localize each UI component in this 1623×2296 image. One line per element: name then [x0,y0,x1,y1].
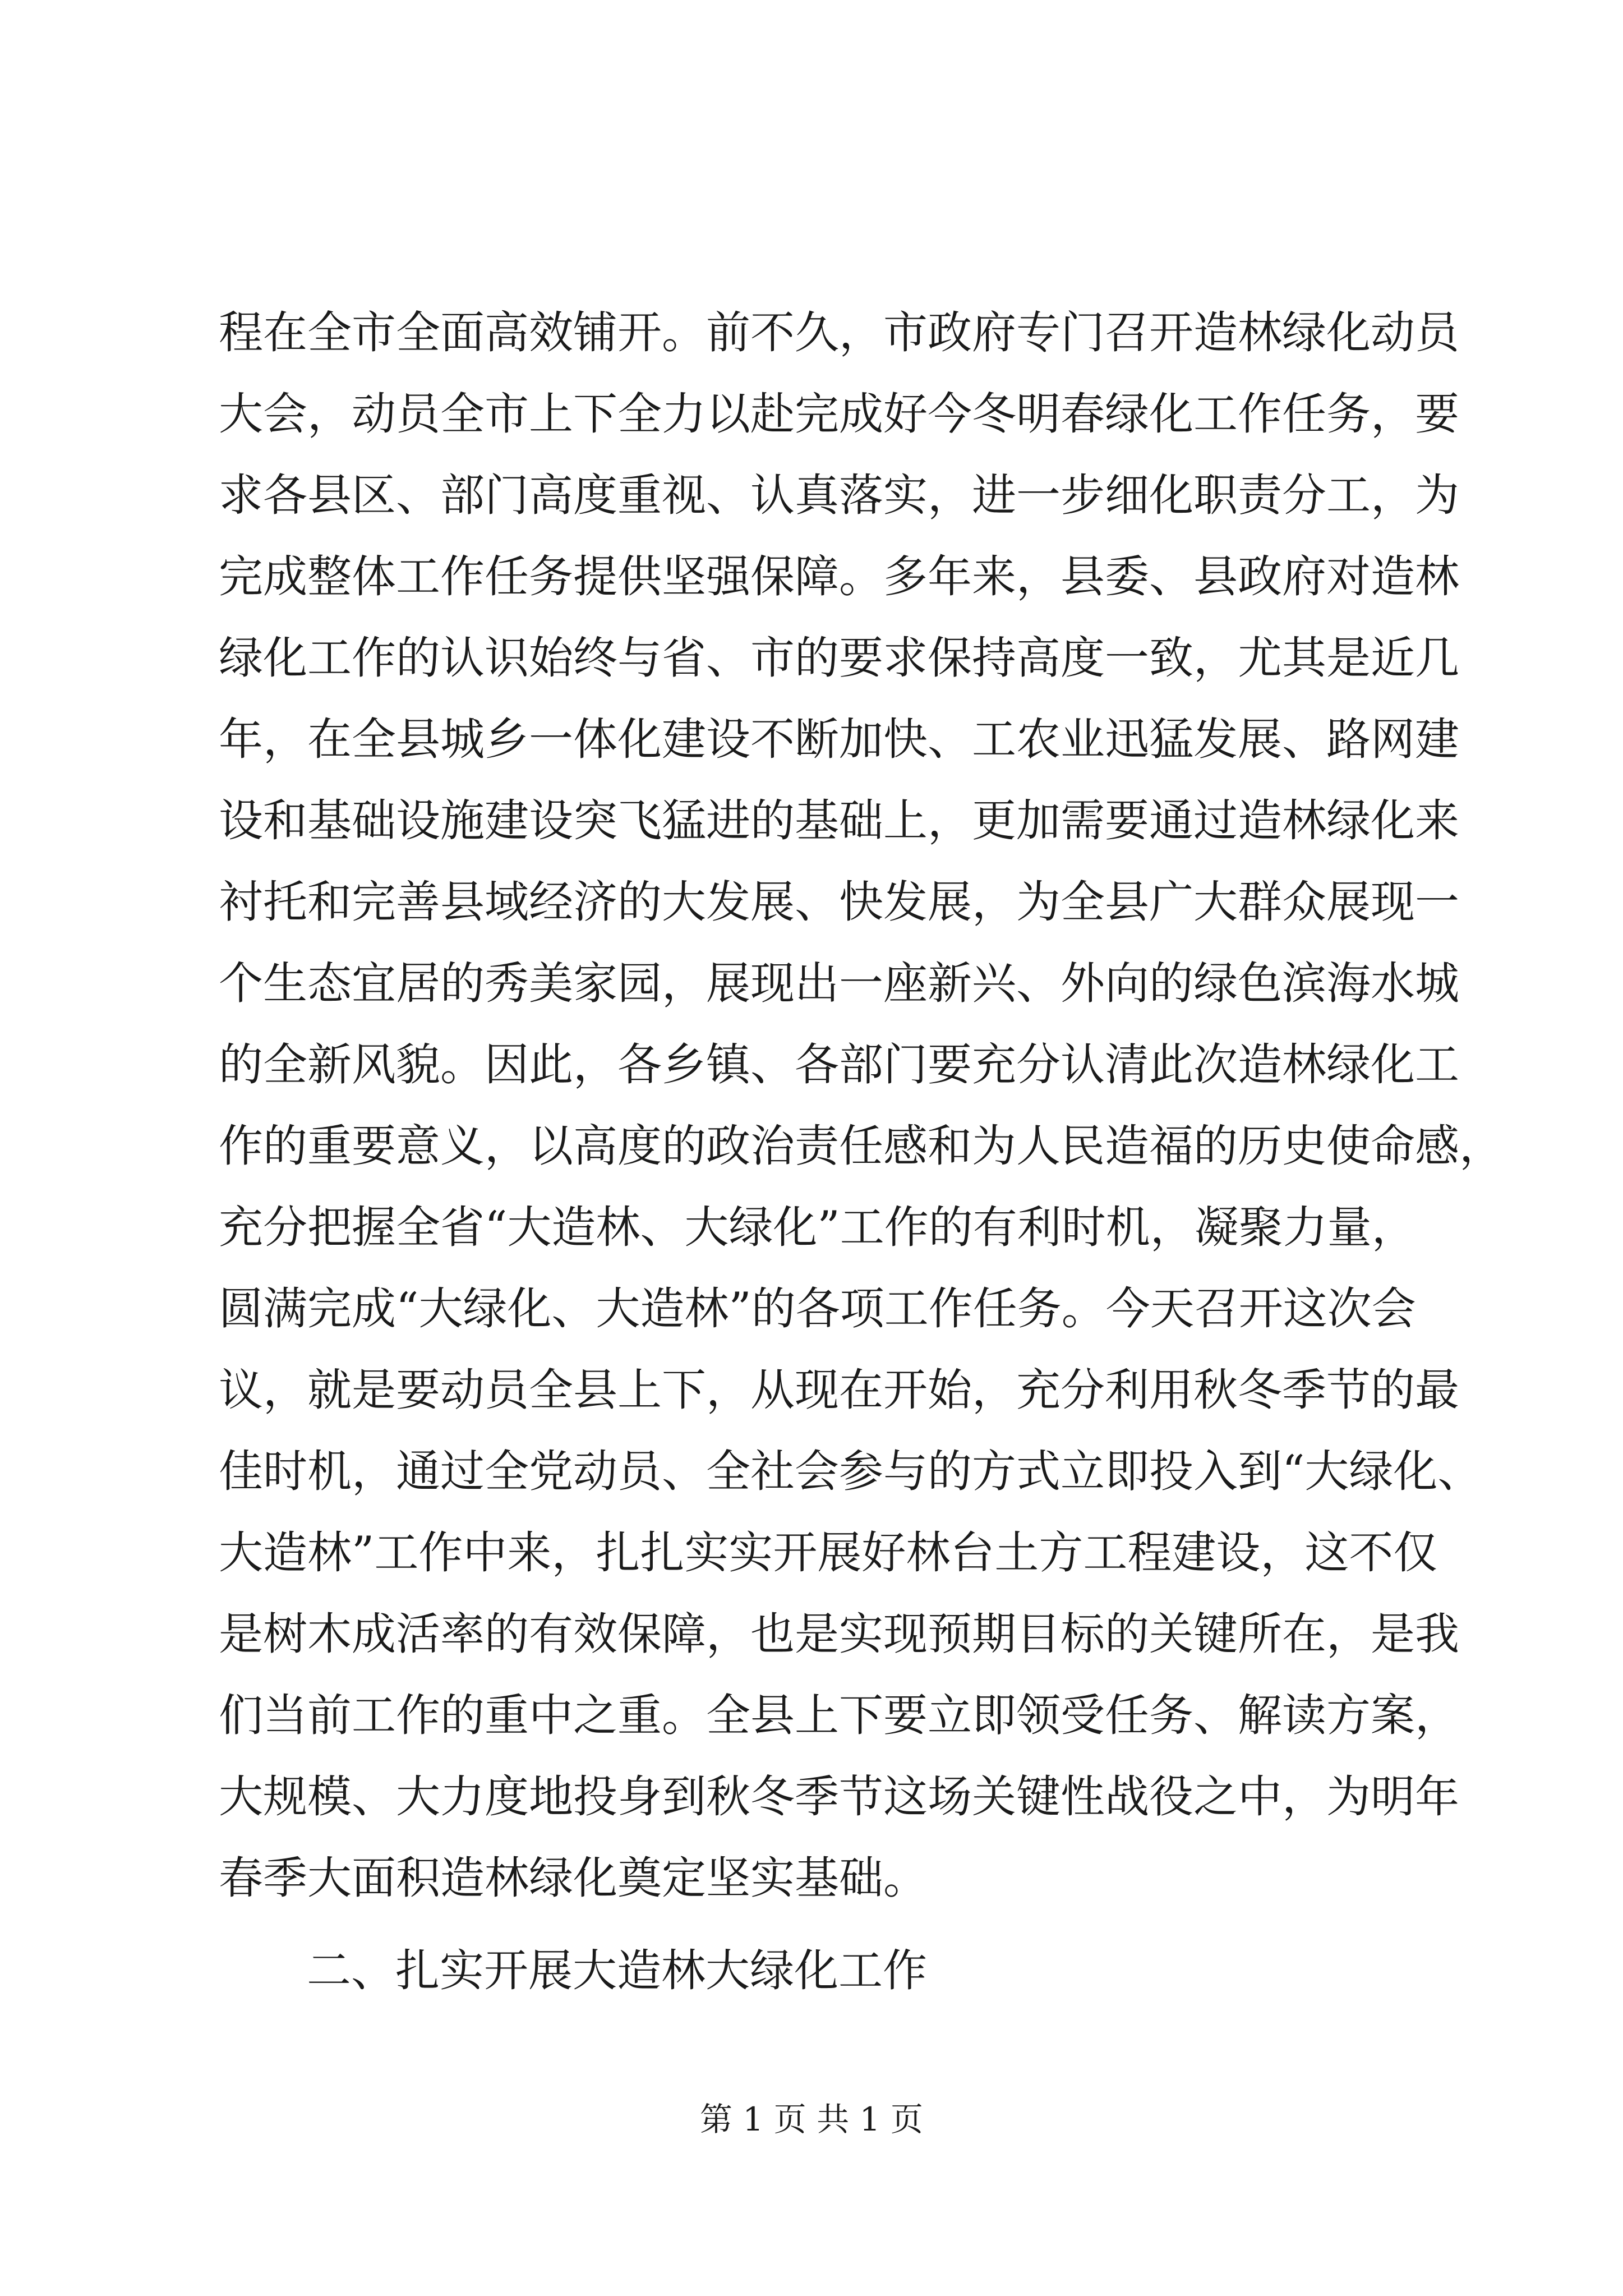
paragraph-line: 大规模、大力度地投身到秋冬季节这场关键性战役之中，为明年 [219,1771,1459,1823]
paragraph-line: 佳时机，通过全党动员、全社会参与的方式立即投入到“大绿化、 [219,1446,1482,1497]
paragraph-line: 求各县区、部门高度重视、认真落实，进一步细化职责分工，为 [219,470,1459,521]
paragraph-line: 作的重要意义，以高度的政治责任感和为人民造福的历史使命感， [219,1120,1504,1172]
paragraph-line: 议，就是要动员全县上下，从现在开始，充分利用秋冬季节的最 [219,1364,1459,1416]
paragraph-line: 设和基础设施建设突飞猛进的基础上，更加需要通过造林绿化来 [219,795,1459,846]
page-footer: 第 1 页 共 1 页 [700,2100,923,2138]
paragraph-line: 是树木成活率的有效保障，也是实现预期目标的关键所在，是我 [219,1608,1459,1660]
paragraph-line: 充分把握全省“大造林、大绿化”工作的有利时机，凝聚力量， [219,1202,1416,1253]
paragraph-line: 程在全市全面高效铺开。前不久，市政府专门召开造林绿化动员 [219,307,1459,358]
paragraph-line: 完成整体工作任务提供坚强保障。多年来，县委、县政府对造林 [219,551,1459,602]
paragraph-line: 衬托和完善县域经济的大发展、快发展，为全县广大群众展现一 [219,876,1459,928]
paragraph-line: 们当前工作的重中之重。全县上下要立即领受任务、解读方案， [219,1690,1459,1741]
paragraph-line: 的全新风貌。因此，各乡镇、各部门要充分认清此次造林绿化工 [219,1039,1459,1091]
paragraph-line: 圆满完成“大绿化、大造林”的各项工作任务。今天召开这次会 [219,1283,1416,1335]
paragraph-line: 年，在全县城乡一体化建设不断加快、工农业迅猛发展、路网建 [219,714,1459,765]
paragraph-line: 大造林”工作中来，扎扎实实开展好林台土方工程建设，这不仅 [219,1527,1438,1579]
section-heading: 二、扎实开展大造林大绿化工作 [307,1945,927,1996]
paragraph-line: 春季大面积造林绿化奠定坚实基础。 [219,1852,928,1904]
paragraph-line: 大会，动员全市上下全力以赴完成好今冬明春绿化工作任务，要 [219,388,1459,440]
paragraph-line: 个生态宜居的秀美家园，展现出一座新兴、外向的绿色滨海水城 [219,958,1459,1009]
paragraph-line: 绿化工作的认识始终与省、市的要求保持高度一致，尤其是近几 [219,632,1459,684]
